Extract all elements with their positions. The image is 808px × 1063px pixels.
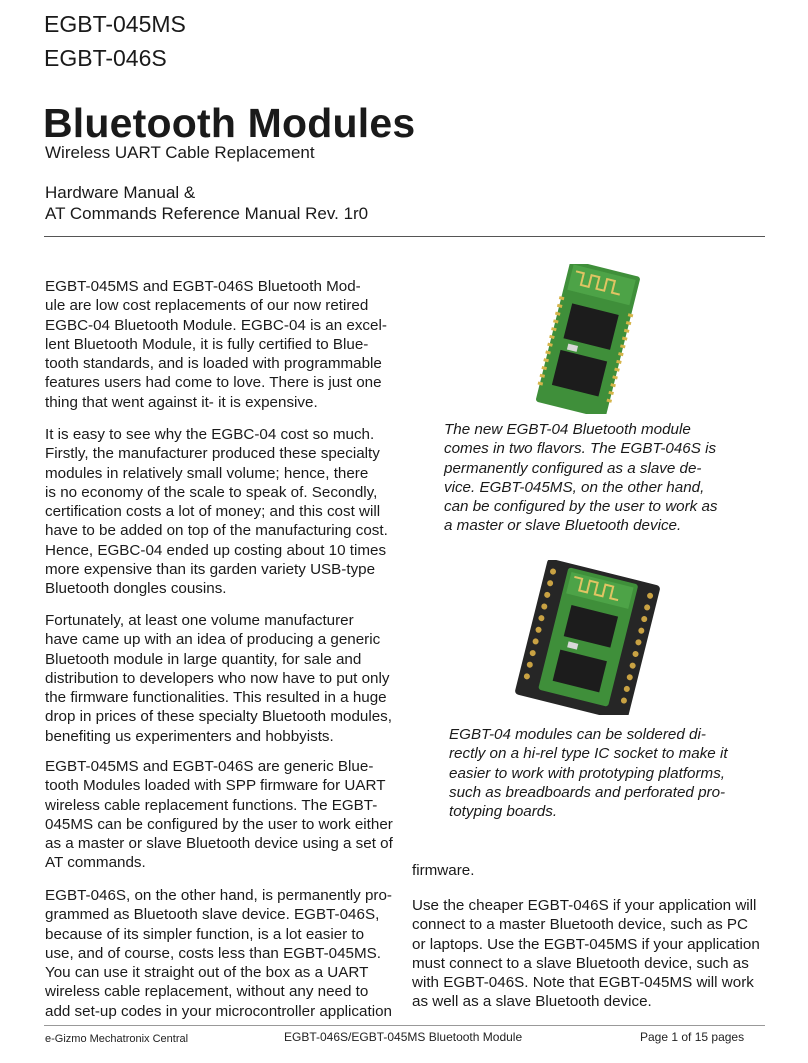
paragraph-line: as well as a slave Bluetooth device. [412, 993, 652, 1011]
manual-type-line-1: Hardware Manual & [45, 183, 196, 202]
footer-divider [44, 1025, 765, 1026]
paragraph-recommendation [412, 896, 772, 1012]
paragraph-line: modules in relatively small volume; hence, there [45, 464, 369, 482]
paragraph-line: Bluetooth module in large quantity, for sale and [45, 650, 362, 668]
paragraph-line: connect to a master Bluetooth device, such as PC [412, 916, 748, 934]
caption-line: permanently configured as a slave de- [444, 459, 702, 477]
footer-page-number: Page 1 of 15 pages [640, 1030, 745, 1044]
paragraph-line: add set-up codes in your microcontroller application [45, 1002, 392, 1020]
paragraph-line: EGBT-045MS and EGBT-046S Bluetooth Mod- [45, 278, 361, 295]
caption-line: such as breadboards and perforated pro- [449, 783, 726, 801]
paragraph-line: Firstly, the manufacturer produced these specialty [45, 445, 380, 463]
paragraph-line: drop in prices of these specialty Bluetooth modules, [45, 708, 392, 726]
footer-company: e-Gizmo Mechatronix Central [45, 1033, 189, 1045]
caption-line: EGBT-04 modules can be soldered di- [449, 726, 706, 743]
footer-document-name: EGBT-046S/EGBT-045MS Bluetooth Module [284, 1030, 523, 1044]
caption-line: vice. EGBT-045MS, on the other hand, [444, 478, 705, 496]
paragraph-volume [45, 611, 401, 746]
paragraph-line: grammed as Bluetooth slave device. EGBT-046S, [45, 906, 380, 924]
model-name-2: EGBT-046S [44, 45, 167, 71]
paragraph-line: EGBC-04 Bluetooth Module. EGBC-04 is an excel- [45, 316, 387, 334]
paragraph-line: the firmware functionalities. This resulted in a huge [45, 689, 387, 707]
paragraph-line: Hence, EGBC-04 ended up costing about 10 times [45, 541, 387, 559]
paragraph-line: distribution to developers who now have to put only [45, 669, 390, 687]
paragraph-line: more expensive than its garden variety USB-type [45, 561, 376, 579]
caption-line: can be configured by the user to work as [444, 498, 718, 516]
paragraph-line: have came up with an idea of producing a generic [45, 631, 381, 649]
page-title: Bluetooth Modules [43, 100, 416, 146]
paragraph-line: certification costs a lot of money; and this cost will [45, 503, 381, 521]
caption-line: comes in two flavors. The EGBT-046S is [444, 440, 717, 458]
bluetooth-module-photo [512, 264, 662, 414]
header-divider [44, 236, 765, 237]
paragraph-cost [45, 425, 401, 599]
caption-line: totyping boards. [449, 803, 558, 821]
paragraph-line: use, and of course, costs less than EGBT-045MS. [45, 944, 381, 962]
paragraph-line: must connect to a slave Bluetooth device, such as [412, 954, 749, 972]
paragraph-line: features users had come to love. There is just one [45, 374, 382, 392]
paragraph-line: because of its simpler function, is a lot easier to [45, 925, 365, 943]
paragraph-line: Bluetooth dongles cousins. [45, 580, 227, 598]
paragraph-line: thing that went against it- it is expensive. [45, 393, 318, 411]
figure-caption-1 [444, 420, 718, 536]
paragraph-slave [45, 886, 401, 1021]
paragraph-line: Fortunately, at least one volume manufacturer [45, 612, 354, 629]
paragraph-line: benefiting us experimenters and hobbyists. [45, 727, 334, 745]
module-on-socket-photo [508, 560, 668, 715]
page-subtitle: Wireless UART Cable Replacement [45, 143, 315, 162]
caption-line: The new EGBT-04 Bluetooth module [444, 421, 691, 438]
paragraph-line: or laptops. Use the EGBT-045MS if your application [412, 935, 760, 953]
paragraph-line: as a master or slave Bluetooth device using a set of [45, 835, 393, 853]
model-name-1: EGBT-045MS [44, 11, 186, 37]
paragraph-line: tooth standards, and is loaded with programmable [45, 355, 382, 373]
paragraph-line: with EGBT-046S. Note that EGBT-045MS will work [412, 974, 754, 992]
paragraph-slave-continued [412, 861, 772, 880]
paragraph-line: have to be added on top of the manufacturing cost. [45, 522, 388, 540]
paragraph-line: tooth Modules loaded with SPP firmware for UART [45, 777, 386, 795]
paragraph-line: lent Bluetooth Module, it is fully certified to Blue- [45, 335, 369, 353]
paragraph-line: 045MS can be configured by the user to work either [45, 815, 393, 833]
paragraph-line: wireless cable replacement functions. The EGBT- [45, 796, 378, 814]
paragraph-line: firmware. [412, 862, 475, 879]
paragraph-generic [45, 757, 401, 873]
figure-caption-2 [449, 725, 728, 821]
paragraph-line: Use the cheaper EGBT-046S if your application will [412, 897, 757, 914]
paragraph-line: AT commands. [45, 854, 146, 872]
caption-line: rectly on a hi-rel type IC socket to make it [449, 745, 728, 763]
paragraph-line: EGBT-046S, on the other hand, is permanently pro- [45, 887, 392, 904]
paragraph-line: is no economy of the scale to speak of. Secondly, [45, 483, 378, 501]
manual-type-line-2: AT Commands Reference Manual Rev. 1r0 [45, 204, 369, 223]
caption-line: easier to work with prototyping platforms, [449, 764, 726, 782]
caption-line: a master or slave Bluetooth device. [444, 517, 682, 535]
paragraph-line: ule are low cost replacements of our now retired [45, 297, 369, 315]
paragraph-line: wireless cable replacement, without any need to [45, 983, 369, 1001]
paragraph-line: It is easy to see why the EGBC-04 cost so much. [45, 426, 375, 443]
paragraph-line: EGBT-045MS and EGBT-046S are generic Blue- [45, 758, 374, 775]
paragraph-intro [45, 277, 401, 412]
paragraph-line: You can use it straight out of the box as a UART [45, 964, 369, 982]
